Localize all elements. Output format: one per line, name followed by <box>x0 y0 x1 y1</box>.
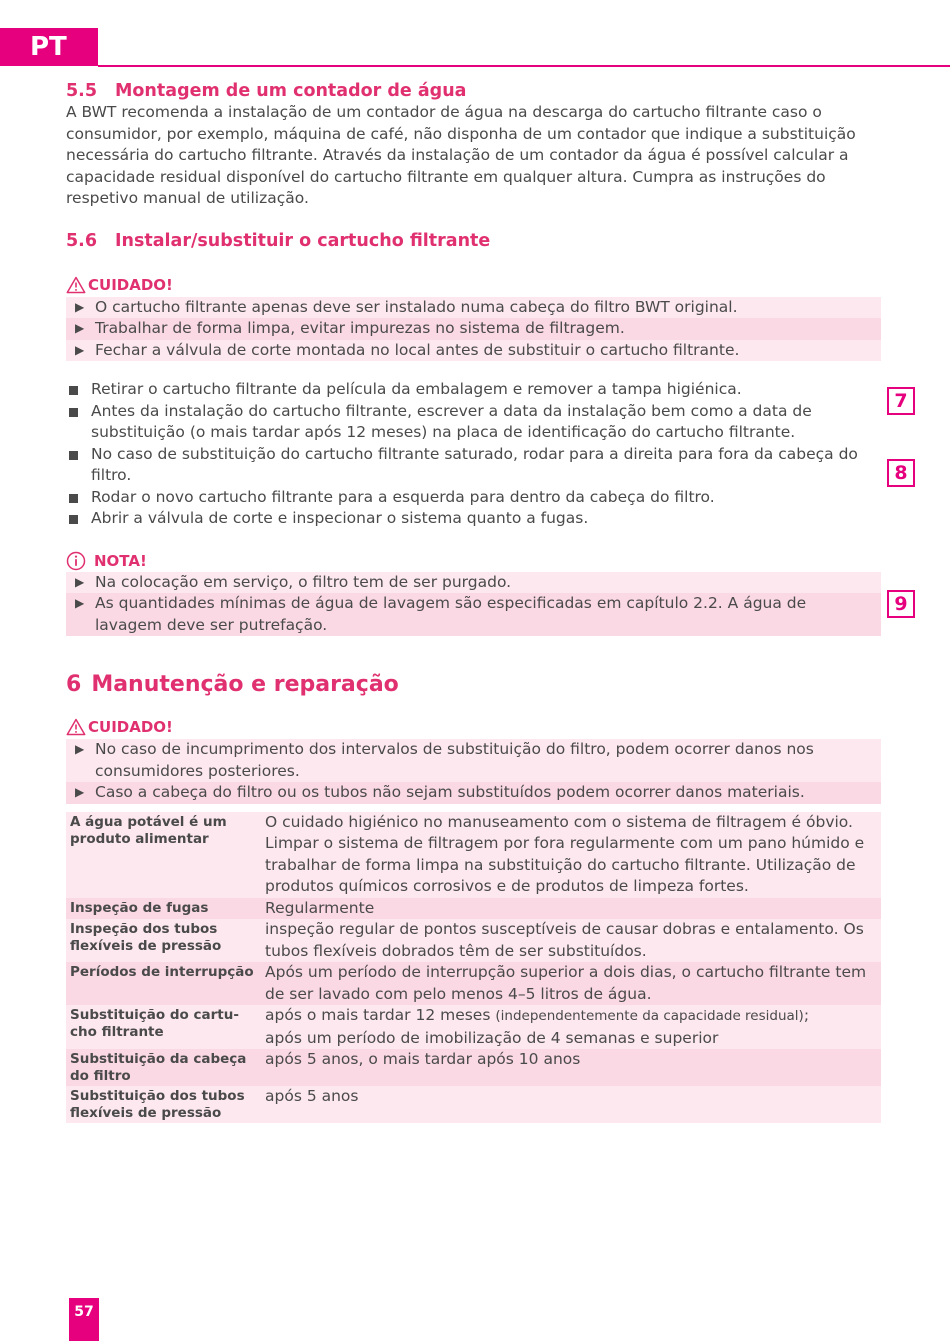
bullet-triangle-icon: ▶ <box>75 299 85 314</box>
caution-label: CUIDADO! <box>88 275 173 294</box>
row-label: Períodos de interrupção <box>70 964 254 980</box>
step-item: Abrir a válvula de corte e inspecionar o sistema quanto a fugas. <box>66 508 881 530</box>
table-row <box>66 1005 881 1049</box>
bullet-triangle-icon: ▶ <box>75 785 85 799</box>
warning-triangle-icon <box>66 718 86 736</box>
section-number: 5.5 <box>66 81 98 101</box>
row-label: A água potável é um produto alimentar <box>70 813 227 847</box>
row-value: após 5 anos <box>265 1087 359 1105</box>
note-item: ▶ As quantidades mínimas de água de lavagem são especificadas em capítulo 2.2. A água de lavagem deve ser putrefação. <box>66 593 881 636</box>
row-label: Inspeção dos tubos flexíveis de pressão <box>70 921 222 954</box>
note-list <box>66 572 881 637</box>
section-5-6-heading <box>66 230 881 252</box>
page-content <box>66 80 881 1123</box>
caution-item: ▶ Fechar a válvula de corte montada no local antes de substituir o cartucho filtrante. <box>66 340 881 362</box>
table-row <box>66 812 881 898</box>
caution-heading <box>66 716 881 738</box>
row-value: após 5 anos, o mais tardar após 10 anos <box>265 1050 581 1068</box>
table-row <box>66 898 881 920</box>
table-row <box>66 1086 881 1123</box>
row-value: após o mais tardar 12 meses (independentemente da capacidade residual); após um período de imobilização de 4 semanas e superior <box>265 1006 810 1047</box>
maintenance-caution-list <box>66 739 881 804</box>
bullet-square-icon <box>69 408 78 417</box>
caution-list <box>66 297 881 362</box>
caution-item: ▶ No caso de incumprimento dos intervalos de substituição do filtro, podem ocorrer danos nos consumidores posteriores. <box>66 739 881 782</box>
note-label: NOTA! <box>94 551 147 570</box>
chapter-title: Manutenção e reparação <box>91 672 399 697</box>
installation-steps <box>66 379 881 530</box>
row-label: Substituição do cartu-cho filtrante <box>70 1007 239 1040</box>
caution-item: ▶ Caso a cabeça do filtro ou os tubos não sejam substituídos podem ocorrer danos materiais. <box>66 782 881 804</box>
bullet-square-icon <box>69 451 78 460</box>
warning-triangle-icon <box>66 276 86 294</box>
info-icon <box>66 551 90 571</box>
bullet-triangle-icon: ▶ <box>75 321 85 335</box>
bullet-square-icon <box>69 386 78 395</box>
caution-label: CUIDADO! <box>88 718 173 736</box>
figure-ref-9: 9 <box>887 590 915 618</box>
section-number: 5.6 <box>66 230 98 251</box>
caution-heading <box>66 274 881 296</box>
figure-ref-8: 8 <box>887 459 915 487</box>
row-value: Após um período de interrupção superior a dois dias, o cartucho filtrante tem de ser lavado com pelo menos 4–5 litros de água. <box>265 963 867 1003</box>
row-label: Inspeção de fugas <box>70 899 209 916</box>
bullet-square-icon <box>69 515 78 524</box>
chapter-number: 6 <box>66 672 82 697</box>
page-number: 57 <box>69 1298 99 1341</box>
note-heading <box>66 550 881 572</box>
row-value: Regularmente <box>265 898 375 917</box>
table-row <box>66 962 881 1005</box>
bullet-triangle-icon: ▶ <box>75 342 85 357</box>
caution-item: ▶ Trabalhar de forma limpa, evitar impurezas no sistema de filtragem. <box>66 318 881 340</box>
table-row <box>66 1049 881 1086</box>
row-value: inspeção regular de pontos susceptíveis de causar dobras e entalamento. Os tubos flexíveis dobrados têm de ser substituídos. <box>265 920 864 960</box>
section-title: Montagem de um contador de água <box>115 81 467 101</box>
bullet-triangle-icon: ▶ <box>75 574 85 589</box>
chapter-6-heading <box>66 671 881 699</box>
figure-ref-7: 7 <box>887 387 915 415</box>
step-item: Retirar o cartucho filtrante da película da embalagem e remover a tampa higiénica. <box>66 379 881 401</box>
row-label: Substituição dos tubos flexíveis de pressão <box>70 1088 245 1121</box>
bullet-square-icon <box>69 494 78 503</box>
step-item: No caso de substituição do cartucho filtrante saturado, rodar para a direita para fora da cabeça do filtro. <box>66 444 881 487</box>
header-rule <box>98 65 950 67</box>
section-title: Instalar/substituir o cartucho filtrante <box>115 230 491 251</box>
row-value: O cuidado higiénico no manuseamento com o sistema de filtragem é óbvio. Limpar o sistema de filtragem por fora regularmente com um pano húmido e trabalhar de forma limpa na substituição do cartucho filtrante. Utilização de produtos químicos corrosivos e de produtos de limpeza fortes. <box>265 812 865 895</box>
caution-item: ▶ O cartucho filtrante apenas deve ser instalado numa cabeça do filtro BWT original. <box>66 297 881 319</box>
bullet-triangle-icon: ▶ <box>75 596 85 610</box>
note-item: ▶ Na colocação em serviço, o filtro tem de ser purgado. <box>66 572 881 594</box>
maintenance-table <box>66 812 881 1124</box>
step-item: Antes da instalação do cartucho filtrante, escrever a data da instalação bem como a data de substituição (o mais tardar após 12 meses) na placa de identificação do cartucho filtrante. <box>66 401 881 444</box>
language-tab: PT <box>0 28 98 66</box>
step-item: Rodar o novo cartucho filtrante para a esquerda para dentro da cabeça do filtro. <box>66 487 881 509</box>
section-5-5-text: A BWT recomenda a instalação de um contador de água na descarga do cartucho filtrante caso o consumidor, por exemplo, máquina de café, não disponha de um contador que indique a substituição necessária do cartucho filtrante. Através da instalação de um contador da água é possível calcular a capacidade residual disponível do cartucho filtrante em qualquer altura. Cumpra as instruções do respetivo manual de utilização. <box>66 103 856 207</box>
section-5-5-heading <box>66 80 881 102</box>
bullet-triangle-icon: ▶ <box>75 742 85 756</box>
row-label: Substituição da cabeça do filtro <box>70 1051 247 1084</box>
table-row <box>66 919 881 962</box>
